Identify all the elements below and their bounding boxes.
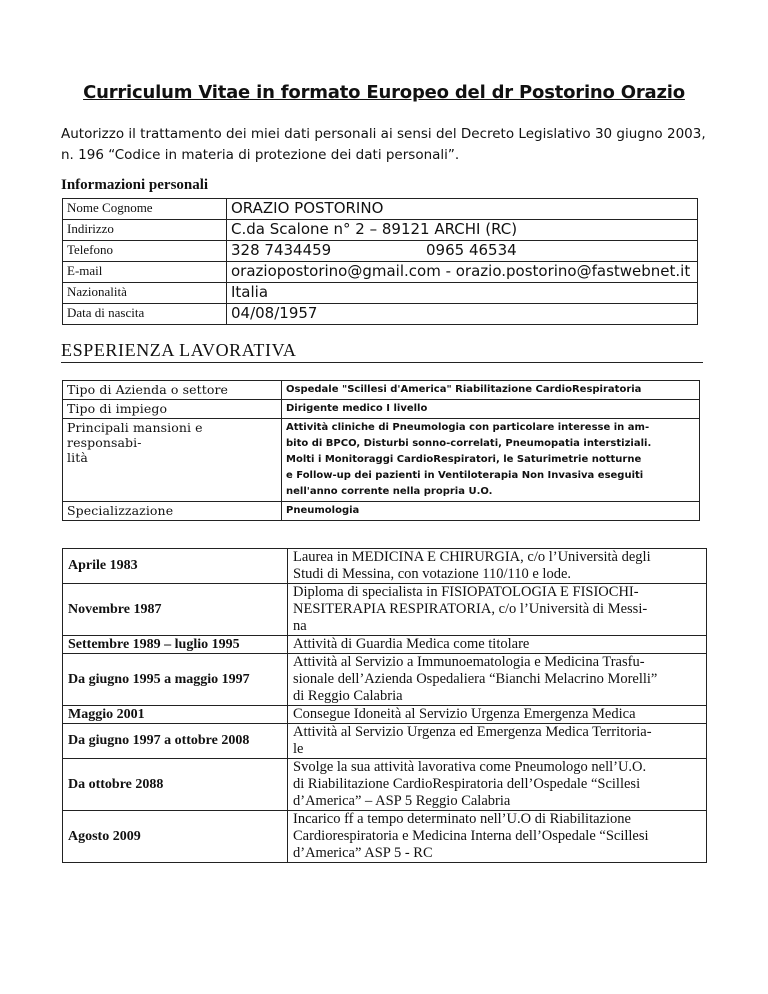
field-value: ORAZIO POSTORINO bbox=[227, 199, 698, 220]
privacy-consent bbox=[61, 124, 721, 166]
career-date: Da giugno 1997 a ottobre 2008 bbox=[63, 724, 288, 759]
field-value: oraziopostorino@gmail.com - orazio.postorino@fastwebnet.it bbox=[227, 262, 698, 283]
field-value: C.da Scalone n° 2 – 89121 ARCHI (RC) bbox=[227, 220, 698, 241]
table-row bbox=[63, 381, 700, 400]
description-line: sionale dell’Azienda Ospedaliera “Bianchi Melacrino Morelli” bbox=[293, 671, 658, 687]
consent-line: n. 196 “Codice in materia di protezione dei dati personali”. bbox=[61, 147, 460, 163]
table-row bbox=[63, 400, 700, 419]
field-label: Indirizzo bbox=[63, 220, 227, 241]
table-row bbox=[63, 636, 707, 654]
career-date: Novembre 1987 bbox=[63, 584, 288, 636]
table-row bbox=[63, 262, 698, 283]
heading-underline bbox=[61, 362, 703, 363]
career-description bbox=[288, 549, 707, 584]
career-date: Aprile 1983 bbox=[63, 549, 288, 584]
description-line: Laurea in MEDICINA E CHIRURGIA, c/o l’Università degli bbox=[293, 549, 651, 565]
table-row bbox=[63, 502, 700, 521]
description-line: Attività al Servizio Urgenza ed Emergenza Medica Territoria- bbox=[293, 724, 652, 740]
label-line: Principali mansioni e responsabi- bbox=[67, 420, 203, 450]
career-description bbox=[288, 654, 707, 706]
description-line: d’America” ASP 5 - RC bbox=[293, 845, 433, 861]
field-value: Dirigente medico I livello bbox=[282, 400, 700, 419]
field-label: Tipo di Azienda o settore bbox=[63, 381, 282, 400]
career-description bbox=[288, 724, 707, 759]
table-row bbox=[63, 241, 698, 262]
description-line: NESITERAPIA RESPIRATORIA, c/o l’Università di Messi- bbox=[293, 601, 648, 617]
table-row bbox=[63, 199, 698, 220]
field-value bbox=[282, 419, 700, 502]
table-row bbox=[63, 724, 707, 759]
table-row bbox=[63, 419, 700, 502]
field-label: Nome Cognome bbox=[63, 199, 227, 220]
table-row bbox=[63, 759, 707, 811]
description-line: di Riabilitazione CardioRespiratoria dell’Ospedale “Scillesi bbox=[293, 776, 641, 792]
career-date: Da ottobre 2088 bbox=[63, 759, 288, 811]
table-row bbox=[63, 304, 698, 325]
field-value: Ospedale "Scillesi d'America" Riabilitazione CardioRespiratoria bbox=[282, 381, 700, 400]
career-description bbox=[288, 811, 707, 863]
mobile-phone: 328 7434459 bbox=[231, 241, 332, 259]
document-title: Curriculum Vitae in formato Europeo del dr Postorino Orazio bbox=[83, 82, 685, 103]
experience-table bbox=[62, 380, 700, 521]
description-line: Cardiorespiratoria e Medicina Interna dell’Ospedale “Scillesi bbox=[293, 828, 649, 844]
value-line: Molti i Monitoraggi CardioRespiratori, le Saturimetrie notturne bbox=[286, 454, 642, 465]
description-line: na bbox=[293, 618, 307, 634]
field-value: 04/08/1957 bbox=[227, 304, 698, 325]
table-row bbox=[63, 220, 698, 241]
description-line: Consegue Idoneità al Servizio Urgenza Emergenza Medica bbox=[293, 706, 636, 722]
value-line: nell'anno corrente nella propria U.O. bbox=[286, 486, 493, 497]
table-row bbox=[63, 549, 707, 584]
description-line: le bbox=[293, 741, 304, 757]
table-row bbox=[63, 584, 707, 636]
table-row bbox=[63, 283, 698, 304]
description-line: Attività di Guardia Medica come titolare bbox=[293, 636, 530, 652]
career-date: Settembre 1989 – luglio 1995 bbox=[63, 636, 288, 654]
value-line: bito di BPCO, Disturbi sonno-correlati, Pneumopatia interstiziali. bbox=[286, 438, 652, 449]
field-label bbox=[63, 419, 282, 502]
field-label: Data di nascita bbox=[63, 304, 227, 325]
personal-info-heading: Informazioni personali bbox=[61, 177, 209, 193]
description-line: Studi di Messina, con votazione 110/110 e lode. bbox=[293, 566, 572, 582]
field-label: Telefono bbox=[63, 241, 227, 262]
table-row bbox=[63, 811, 707, 863]
description-line: di Reggio Calabria bbox=[293, 688, 403, 704]
career-date: Maggio 2001 bbox=[63, 706, 288, 724]
description-line: d’America” – ASP 5 Reggio Calabria bbox=[293, 793, 511, 809]
field-label: E-mail bbox=[63, 262, 227, 283]
personal-info-table bbox=[62, 198, 698, 325]
career-description bbox=[288, 636, 707, 654]
field-label: Specializzazione bbox=[63, 502, 282, 521]
landline-phone: 0965 46534 bbox=[426, 241, 517, 259]
description-line: Diploma di specialista in FISIOPATOLOGIA E FISIOCHI- bbox=[293, 584, 639, 600]
description-line: Incarico ff a tempo determinato nell’U.O di Riabilitazione bbox=[293, 811, 631, 827]
career-description bbox=[288, 706, 707, 724]
field-label: Tipo di impiego bbox=[63, 400, 282, 419]
career-date: Agosto 2009 bbox=[63, 811, 288, 863]
field-value: Pneumologia bbox=[282, 502, 700, 521]
value-line: e Follow-up dei pazienti in Ventiloterapia Non Invasiva eseguiti bbox=[286, 470, 644, 481]
experience-heading: ESPERIENZA LAVORATIVA bbox=[61, 340, 297, 360]
description-line: Svolge la sua attività lavorativa come Pneumologo nell’U.O. bbox=[293, 759, 647, 775]
table-row bbox=[63, 654, 707, 706]
career-description bbox=[288, 584, 707, 636]
value-line: Attività cliniche di Pneumologia con particolare interesse in am- bbox=[286, 422, 650, 433]
field-value bbox=[227, 241, 698, 262]
label-line: lità bbox=[67, 450, 88, 465]
career-description bbox=[288, 759, 707, 811]
career-date: Da giugno 1995 a maggio 1997 bbox=[63, 654, 288, 706]
career-table bbox=[62, 548, 707, 863]
field-value: Italia bbox=[227, 283, 698, 304]
field-label: Nazionalità bbox=[63, 283, 227, 304]
table-row bbox=[63, 706, 707, 724]
description-line: Attività al Servizio a Immunoematologia e Medicina Trasfu- bbox=[293, 654, 645, 670]
consent-line: Autorizzo il trattamento dei miei dati personali ai sensi del Decreto Legislativo 30 giugno 2003, bbox=[61, 126, 706, 142]
